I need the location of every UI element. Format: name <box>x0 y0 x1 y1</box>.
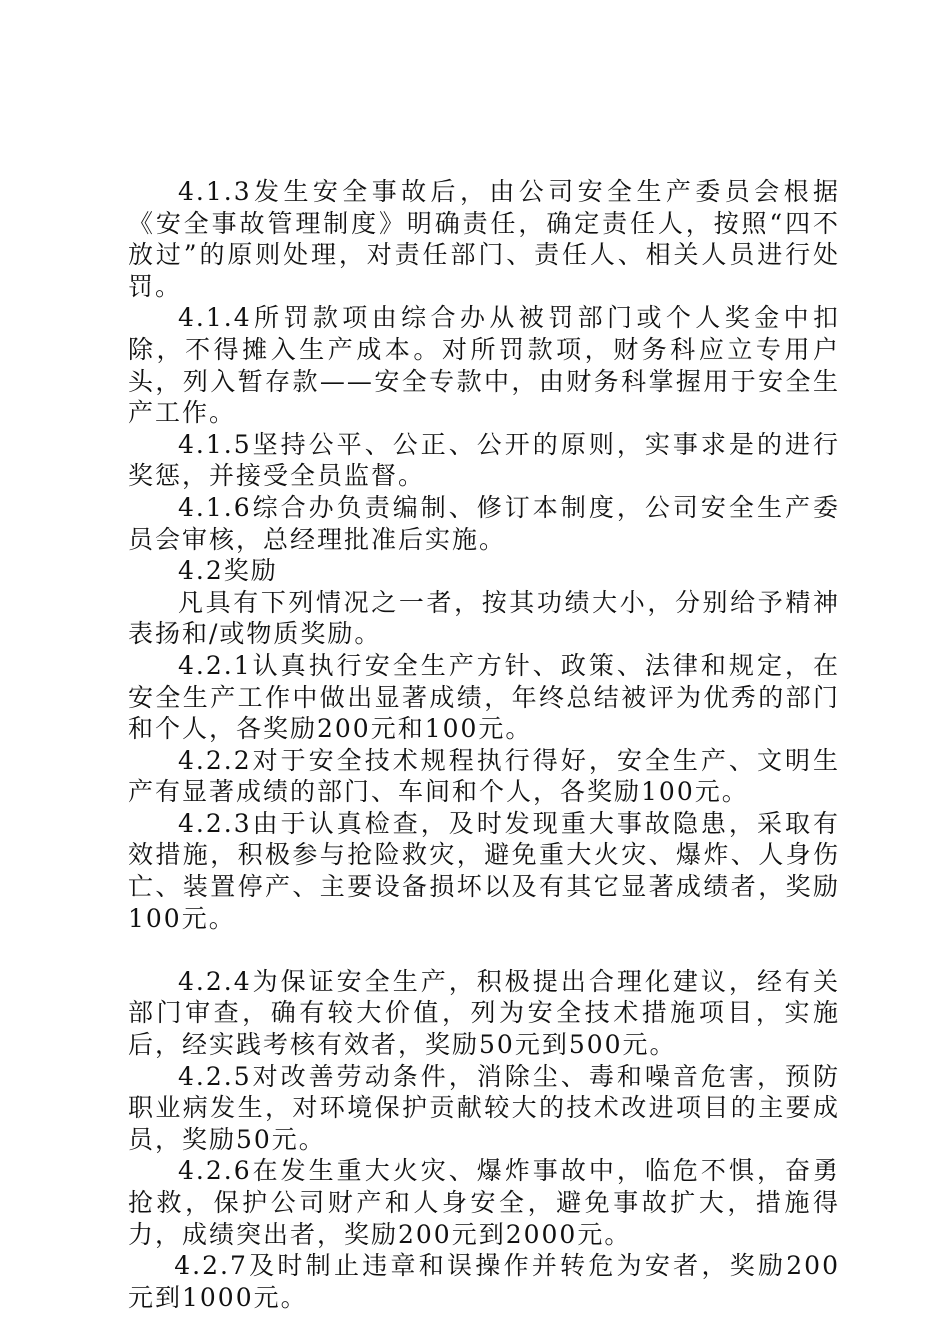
paragraph-4-1-3: 4.1.3发生安全事故后，由公司安全生产委员会根据《安全事故管理制度》明确责任，确定责任人，按照“四不放过”的原则处理，对责任部门、责任人、相关人员进行处罚。 <box>128 177 840 301</box>
paragraph-4-1-6: 4.1.6综合办负责编制、修订本制度，公司安全生产委员会审核，总经理批准后实施。 <box>128 492 840 554</box>
paragraph-4-2-5: 4.2.5对改善劳动条件，消除尘、毒和噪音危害，预防职业病发生，对环境保护贡献较大的技术改进项目的主要成员，奖励50元。 <box>128 1061 840 1154</box>
blank-line <box>128 934 840 966</box>
paragraph-4-1-5: 4.1.5坚持公平、公正、公开的原则，实事求是的进行奖惩，并接受全员监督。 <box>128 429 840 491</box>
paragraph-4-1-4: 4.1.4所罚款项由综合办从被罚部门或个人奖金中扣除，不得摊入生产成本。对所罚款项，财务科应立专用户头，列入暂存款——安全专款中，由财务科掌握用于安全生产工作。 <box>128 303 840 428</box>
paragraph-4-2-6: 4.2.6在发生重大火灾、爆炸事故中，临危不惧，奋勇抢救，保护公司财产和人身安全，避免事故扩大，措施得力，成绩突出者，奖励200元到2000元。 <box>128 1156 840 1249</box>
paragraph-reward-intro: 凡具有下列情况之一者，按其功绩大小，分别给予精神表扬和/或物质奖励。 <box>128 587 840 649</box>
paragraph-4-2-1: 4.2.1认真执行安全生产方针、政策、法律和规定，在安全生产工作中做出显著成绩，年终总结被评为优秀的部门和个人，各奖励200元和100元。 <box>128 650 840 744</box>
paragraph-4-2-7: 4.2.7及时制止违章和误操作并转危为安者，奖励200元到1000元。 <box>128 1251 840 1312</box>
paragraph-4-2-3: 4.2.3由于认真检查，及时发现重大事故隐患，采取有效措施，积极参与抢险救灾，避免重大火灾、爆炸、人身伤亡、装置停产、主要设备损坏以及有其它显著成绩者，奖励100元。 <box>128 808 840 933</box>
paragraph-4-2-4: 4.2.4为保证安全生产，积极提出合理化建议，经有关部门审查，确有较大价值，列为安全技术措施项目，实施后，经实践考核有效者，奖励50元到500元。 <box>128 966 840 1060</box>
paragraph-4-2-2: 4.2.2对于安全技术规程执行得好，安全生产、文明生产有显著成绩的部门、车间和个人，各奖励100元。 <box>128 745 840 807</box>
document-body <box>128 176 840 1313</box>
section-heading-4-2: 4.2奖励 <box>178 556 278 586</box>
